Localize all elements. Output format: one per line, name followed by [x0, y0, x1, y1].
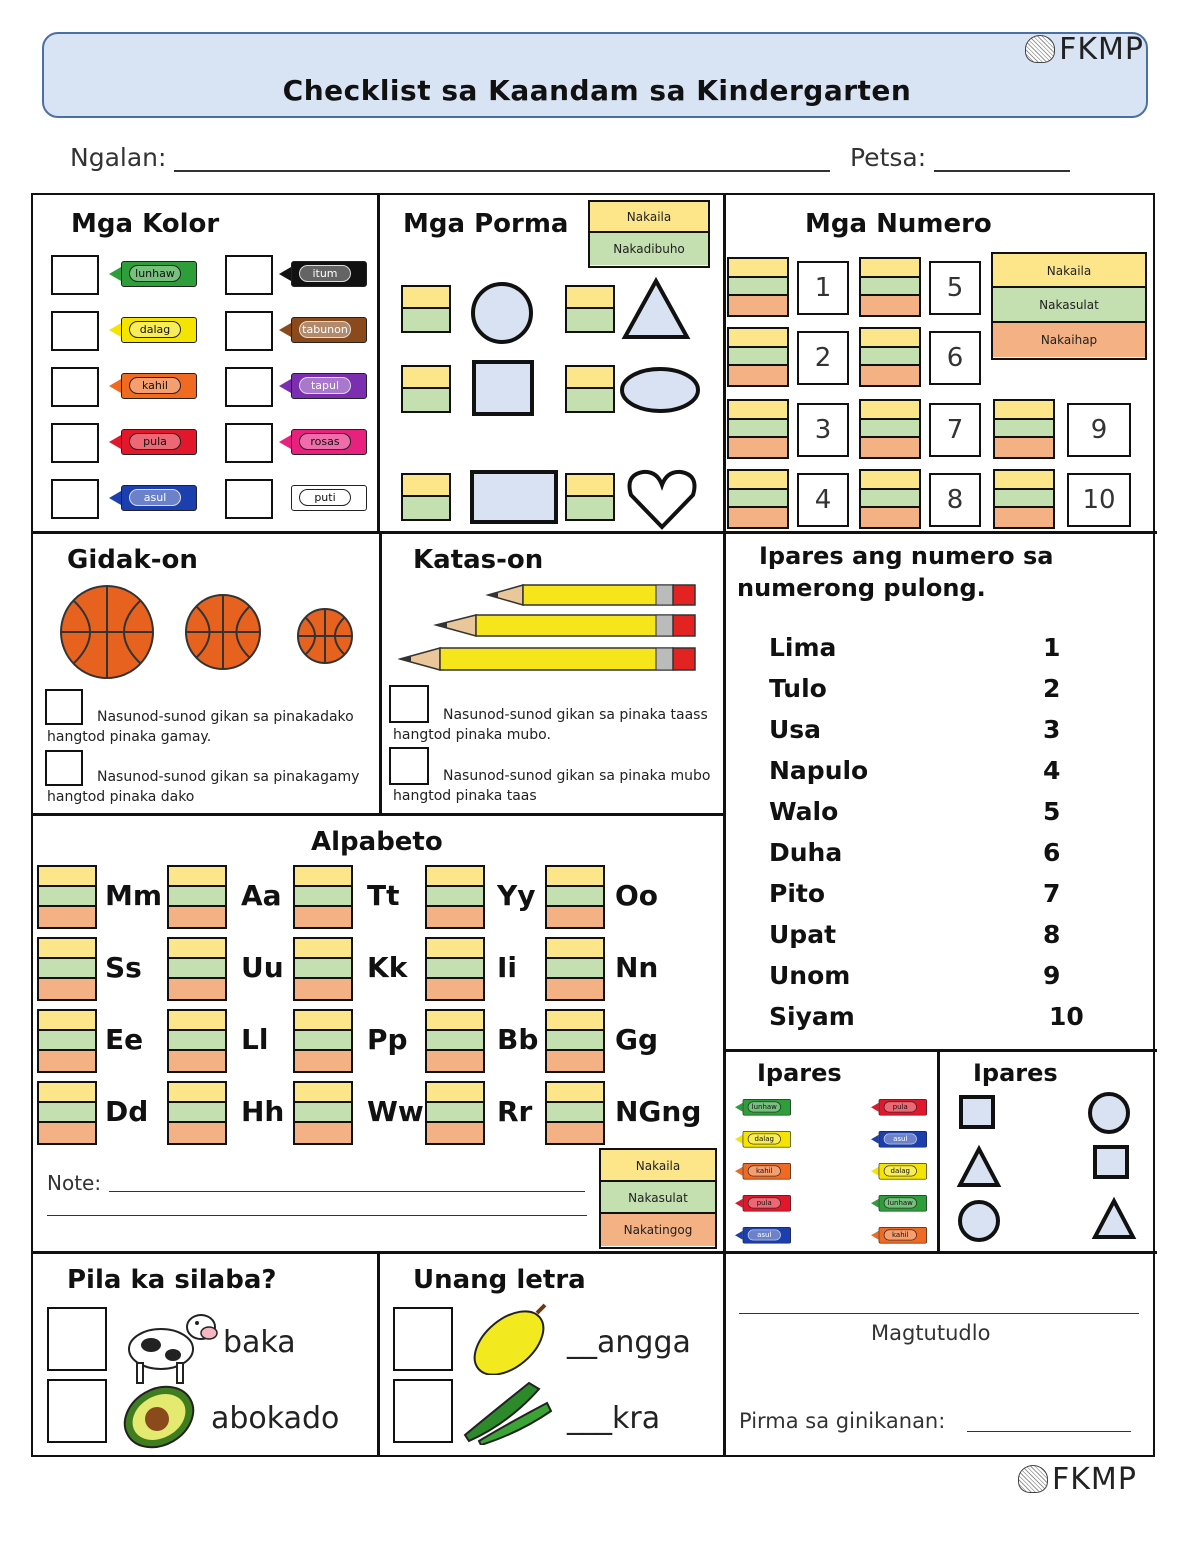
number-word[interactable]: Lima: [769, 633, 837, 662]
triangle-icon[interactable]: [1095, 1201, 1133, 1237]
number-digit[interactable]: 9: [1043, 961, 1061, 990]
letter-checkbox-stack[interactable]: [167, 1009, 227, 1073]
letter-checkbox-stack[interactable]: [545, 937, 605, 1001]
number-checkbox-stack[interactable]: [727, 399, 789, 459]
crayon-icon: [871, 1131, 927, 1148]
crayon-label: asul: [748, 1230, 781, 1241]
number-word[interactable]: Tulo: [769, 674, 827, 703]
number-box-6: 6: [929, 331, 981, 385]
divider: [379, 531, 382, 815]
syllable-answer-box-2[interactable]: [47, 1379, 107, 1443]
first-letter-box-1[interactable]: [393, 1307, 453, 1371]
color-checkbox[interactable]: [51, 479, 99, 519]
circle-icon[interactable]: [1090, 1094, 1128, 1132]
shapes-legend: [588, 200, 710, 268]
number-word[interactable]: Siyam: [769, 1002, 855, 1031]
height-title: Katas-on: [413, 545, 544, 575]
crayon-icon: [871, 1099, 927, 1116]
letter-Hh: Hh: [241, 1095, 285, 1128]
crayon-icon: [735, 1195, 791, 1212]
letter-checkbox-stack[interactable]: [37, 865, 97, 929]
first-letter-box-2[interactable]: [393, 1379, 453, 1443]
divider: [937, 1049, 940, 1253]
letter-checkbox-stack[interactable]: [37, 1081, 97, 1145]
number-checkbox-stack[interactable]: [727, 469, 789, 529]
letter-Kk: Kk: [367, 951, 408, 984]
number-digit[interactable]: 4: [1043, 756, 1061, 785]
shapes-title: Mga Porma: [403, 209, 569, 239]
letter-checkbox-stack[interactable]: [167, 1081, 227, 1145]
letter-Ss: Ss: [105, 951, 142, 984]
color-checkbox[interactable]: [51, 367, 99, 407]
circle-icon[interactable]: [960, 1202, 998, 1240]
number-digit[interactable]: 7: [1043, 879, 1061, 908]
match-title-line2: numerong pulong.: [737, 574, 986, 602]
crayon-label: puti: [299, 489, 351, 506]
letter-Ee: Ee: [105, 1023, 144, 1056]
first-letter-title: Unang letra: [413, 1265, 586, 1295]
avocado-icon: [119, 1381, 199, 1449]
letter-Pp: Pp: [367, 1023, 408, 1056]
number-digit[interactable]: 8: [1043, 920, 1061, 949]
crayon-label: tapul: [299, 377, 351, 394]
letter-checkbox-stack[interactable]: [545, 1009, 605, 1073]
letter-Oo: Oo: [615, 879, 659, 912]
letter-checkbox-stack[interactable]: [293, 1009, 353, 1073]
header-logo: [1025, 32, 1144, 67]
letter-checkbox-stack[interactable]: [37, 937, 97, 1001]
number-checkbox-stack[interactable]: [859, 257, 921, 317]
basketball-icon: [61, 586, 153, 678]
shape-checkbox-stack[interactable]: [565, 473, 615, 521]
square-icon[interactable]: [961, 1097, 993, 1127]
basketball-icon: [186, 595, 260, 669]
color-checkbox[interactable]: [225, 255, 273, 295]
heart-icon: [625, 467, 699, 535]
letter-NGng: NGng: [615, 1095, 702, 1128]
number-box-3: 3: [797, 403, 849, 457]
legend-nakatingog: Nakatingog: [601, 1214, 715, 1246]
crayon-label: dalag: [129, 321, 181, 338]
legend-nakaila: Nakaila: [993, 254, 1145, 288]
letter-Ww: Ww: [367, 1095, 424, 1128]
page-title: Checklist sa Kaandam sa Kindergarten: [282, 74, 912, 107]
divider: [33, 531, 1157, 534]
numbers-legend: [991, 252, 1147, 360]
shape-checkbox-stack[interactable]: [401, 365, 451, 413]
crayon-icon: [871, 1227, 927, 1244]
crayon-label: dalag: [884, 1166, 917, 1177]
letter-Nn: Nn: [615, 951, 659, 984]
teacher-signature-line[interactable]: [739, 1313, 1139, 1314]
pencil-icon: [436, 615, 695, 636]
letter-Aa: Aa: [241, 879, 282, 912]
match-shapes: [951, 1091, 1151, 1245]
note-label: Note:: [47, 1171, 102, 1195]
alphabet-title: Alpabeto: [311, 827, 443, 857]
colors-title: Mga Kolor: [71, 209, 220, 239]
letter-checkbox-stack[interactable]: [167, 865, 227, 929]
number-checkbox-stack[interactable]: [859, 469, 921, 529]
crayon-icon: [279, 317, 367, 343]
color-checkbox[interactable]: [225, 479, 273, 519]
crayon-label: itum: [299, 265, 351, 282]
number-checkbox-stack[interactable]: [993, 469, 1055, 529]
shape-checkbox-stack[interactable]: [565, 285, 615, 333]
number-box-10: 10: [1067, 473, 1131, 527]
letter-checkbox-stack[interactable]: [425, 1081, 485, 1145]
number-box-8: 8: [929, 473, 981, 527]
crayon-icon: [109, 485, 197, 511]
size-option-1: Nasunod-sunod gikan sa pinakadako hangtod pinaka gamay.: [47, 709, 354, 745]
number-word[interactable]: Walo: [769, 797, 839, 826]
syllable-title: Pila ka silaba?: [67, 1265, 277, 1295]
letter-Rr: Rr: [497, 1095, 533, 1128]
crayon-label: rosas: [299, 433, 351, 450]
number-word[interactable]: Unom: [769, 961, 851, 990]
height-option-1: Nasunod-sunod gikan sa pinaka taass hangtod pinaka mubo.: [393, 707, 708, 743]
letter-checkbox-stack[interactable]: [293, 865, 353, 929]
divider: [723, 195, 726, 1457]
note-line-1[interactable]: [109, 1191, 585, 1192]
first-letter-word-2: ___kra: [567, 1401, 661, 1436]
teacher-face-icon: [1018, 1465, 1048, 1493]
okra-icon: [459, 1375, 555, 1445]
match-shapes-title: Ipares: [973, 1059, 1058, 1087]
letter-Yy: Yy: [497, 879, 536, 912]
legend-nakasulat: Nakasulat: [993, 288, 1145, 323]
syllable-word-2: abokado: [211, 1401, 340, 1436]
basketball-icon: [298, 609, 352, 663]
number-digit[interactable]: 5: [1043, 797, 1061, 826]
color-checkbox[interactable]: [225, 311, 273, 351]
crayon-label: asul: [129, 489, 181, 506]
color-checkbox[interactable]: [51, 311, 99, 351]
pencils: [398, 581, 708, 673]
crayon-label: dalag: [748, 1134, 781, 1145]
letter-Ii: Ii: [497, 951, 518, 984]
name-line[interactable]: [174, 150, 830, 172]
number-word[interactable]: Upat: [769, 920, 837, 949]
letter-Mm: Mm: [105, 879, 163, 912]
legend-nakaila: Nakaila: [590, 202, 708, 233]
number-box-1: 1: [797, 261, 849, 315]
name-label: Ngalan:: [70, 143, 167, 172]
letter-checkbox-stack[interactable]: [293, 1081, 353, 1145]
square-icon: [471, 359, 535, 421]
mango-icon: [465, 1303, 557, 1375]
letter-Dd: Dd: [105, 1095, 149, 1128]
match-title-line1: Ipares ang numero sa: [759, 542, 1054, 570]
divider: [377, 195, 380, 533]
divider: [723, 1049, 1157, 1052]
name-field[interactable]: [70, 143, 830, 172]
crayon-icon: [279, 429, 367, 455]
number-digit[interactable]: 10: [1049, 1002, 1084, 1031]
letter-checkbox-stack[interactable]: [545, 1081, 605, 1145]
triangle-icon[interactable]: [960, 1149, 998, 1185]
cow-icon: [117, 1301, 221, 1387]
color-checkbox[interactable]: [225, 423, 273, 463]
crayon-icon: [735, 1163, 791, 1180]
alphabet-legend: [599, 1148, 717, 1249]
crayon-icon: [279, 485, 367, 511]
basketballs: [53, 580, 363, 690]
number-word[interactable]: Pito: [769, 879, 826, 908]
crayon-label: pula: [129, 433, 181, 450]
letter-Bb: Bb: [497, 1023, 539, 1056]
syllable-answer-box-1[interactable]: [47, 1307, 107, 1371]
letter-checkbox-stack[interactable]: [425, 937, 485, 1001]
letter-checkbox-stack[interactable]: [167, 937, 227, 1001]
legend-nakasulat: Nakasulat: [601, 1182, 715, 1214]
date-field[interactable]: [850, 143, 1070, 172]
crayon-label: tabunon: [299, 321, 351, 338]
header-banner: [42, 32, 1148, 118]
number-digit[interactable]: 6: [1043, 838, 1061, 867]
crayon-icon: [735, 1227, 791, 1244]
parent-signature-line[interactable]: [967, 1431, 1131, 1432]
legend-nakaihap: Nakaihap: [993, 323, 1145, 357]
crayon-icon: [109, 373, 197, 399]
number-box-9: 9: [1067, 403, 1131, 457]
divider: [33, 813, 725, 816]
logo-text: FKMP: [1052, 1462, 1137, 1497]
number-box-7: 7: [929, 403, 981, 457]
number-checkbox-stack[interactable]: [727, 327, 789, 387]
crayon-label: pula: [884, 1102, 917, 1113]
number-digit[interactable]: 2: [1043, 674, 1061, 703]
teacher-label: Magtutudlo: [871, 1321, 991, 1345]
number-checkbox-stack[interactable]: [859, 327, 921, 387]
rectangle-icon: [469, 469, 559, 529]
divider: [377, 1251, 380, 1457]
crayon-icon: [871, 1163, 927, 1180]
crayon-icon: [109, 317, 197, 343]
divider: [33, 1251, 1157, 1254]
color-checkbox[interactable]: [225, 367, 273, 407]
note-line-2[interactable]: [47, 1215, 587, 1216]
shape-checkbox-stack[interactable]: [401, 285, 451, 333]
size-option-2: Nasunod-sunod gikan sa pinakagamy hangtod pinaka dako: [47, 769, 360, 805]
legend-nakaila: Nakaila: [601, 1150, 715, 1182]
oval-icon: [619, 365, 701, 419]
crayon-label: asul: [884, 1134, 917, 1145]
crayon-label: pula: [748, 1198, 781, 1209]
shape-checkbox-stack[interactable]: [401, 473, 451, 521]
date-label: Petsa:: [850, 143, 927, 172]
crayon-icon: [109, 261, 197, 287]
number-checkbox-stack[interactable]: [993, 399, 1055, 459]
letter-checkbox-stack[interactable]: [545, 865, 605, 929]
shape-checkbox-stack[interactable]: [565, 365, 615, 413]
match-colors-title: Ipares: [757, 1059, 842, 1087]
pencil-icon: [488, 585, 695, 605]
letter-Tt: Tt: [367, 879, 400, 912]
letter-checkbox-stack[interactable]: [425, 1009, 485, 1073]
crayon-label: kahil: [884, 1230, 917, 1241]
first-letter-word-1: __angga: [567, 1325, 691, 1360]
numbers-title: Mga Numero: [805, 209, 992, 239]
number-box-5: 5: [929, 261, 981, 315]
logo-text: FKMP: [1059, 32, 1144, 67]
crayon-label: lunhaw: [748, 1102, 781, 1113]
crayon-icon: [735, 1131, 791, 1148]
checklist-grid: [31, 193, 1155, 1457]
match-numbers-title: [737, 540, 1054, 604]
square-icon[interactable]: [1095, 1147, 1127, 1177]
crayon-icon: [871, 1195, 927, 1212]
number-word[interactable]: Napulo: [769, 756, 869, 785]
number-word[interactable]: Usa: [769, 715, 822, 744]
triangle-icon: [621, 277, 691, 345]
height-option-2: Nasunod-sunod gikan sa pinaka mubo hangtod pinaka taas: [393, 768, 711, 804]
crayon-label: kahil: [748, 1166, 781, 1177]
letter-Uu: Uu: [241, 951, 284, 984]
circle-icon: [467, 281, 537, 349]
number-checkbox-stack[interactable]: [727, 257, 789, 317]
number-digit[interactable]: 1: [1043, 633, 1061, 662]
color-checkbox[interactable]: [51, 423, 99, 463]
number-box-4: 4: [797, 473, 849, 527]
footer-logo: [1018, 1462, 1137, 1497]
size-title: Gidak-on: [67, 545, 198, 575]
crayon-icon: [279, 373, 367, 399]
crayon-label: lunhaw: [129, 265, 181, 282]
letter-checkbox-stack[interactable]: [37, 1009, 97, 1073]
teacher-face-icon: [1025, 35, 1055, 63]
crayon-icon: [735, 1099, 791, 1116]
crayon-icon: [279, 261, 367, 287]
letter-checkbox-stack[interactable]: [293, 937, 353, 1001]
number-word[interactable]: Duha: [769, 838, 843, 867]
date-line[interactable]: [934, 150, 1070, 172]
letter-checkbox-stack[interactable]: [425, 865, 485, 929]
crayon-label: lunhaw: [884, 1198, 917, 1209]
letter-Ll: Ll: [241, 1023, 269, 1056]
crayon-icon: [109, 429, 197, 455]
syllable-word-1: baka: [223, 1325, 296, 1360]
legend-nakadibuho: Nakadibuho: [590, 233, 708, 265]
crayon-label: kahil: [129, 377, 181, 394]
color-checkbox[interactable]: [51, 255, 99, 295]
pencil-icon: [400, 648, 695, 670]
number-box-2: 2: [797, 331, 849, 385]
parent-signature-label: Pirma sa ginikanan:: [739, 1409, 946, 1433]
letter-Gg: Gg: [615, 1023, 659, 1056]
number-digit[interactable]: 3: [1043, 715, 1061, 744]
number-checkbox-stack[interactable]: [859, 399, 921, 459]
